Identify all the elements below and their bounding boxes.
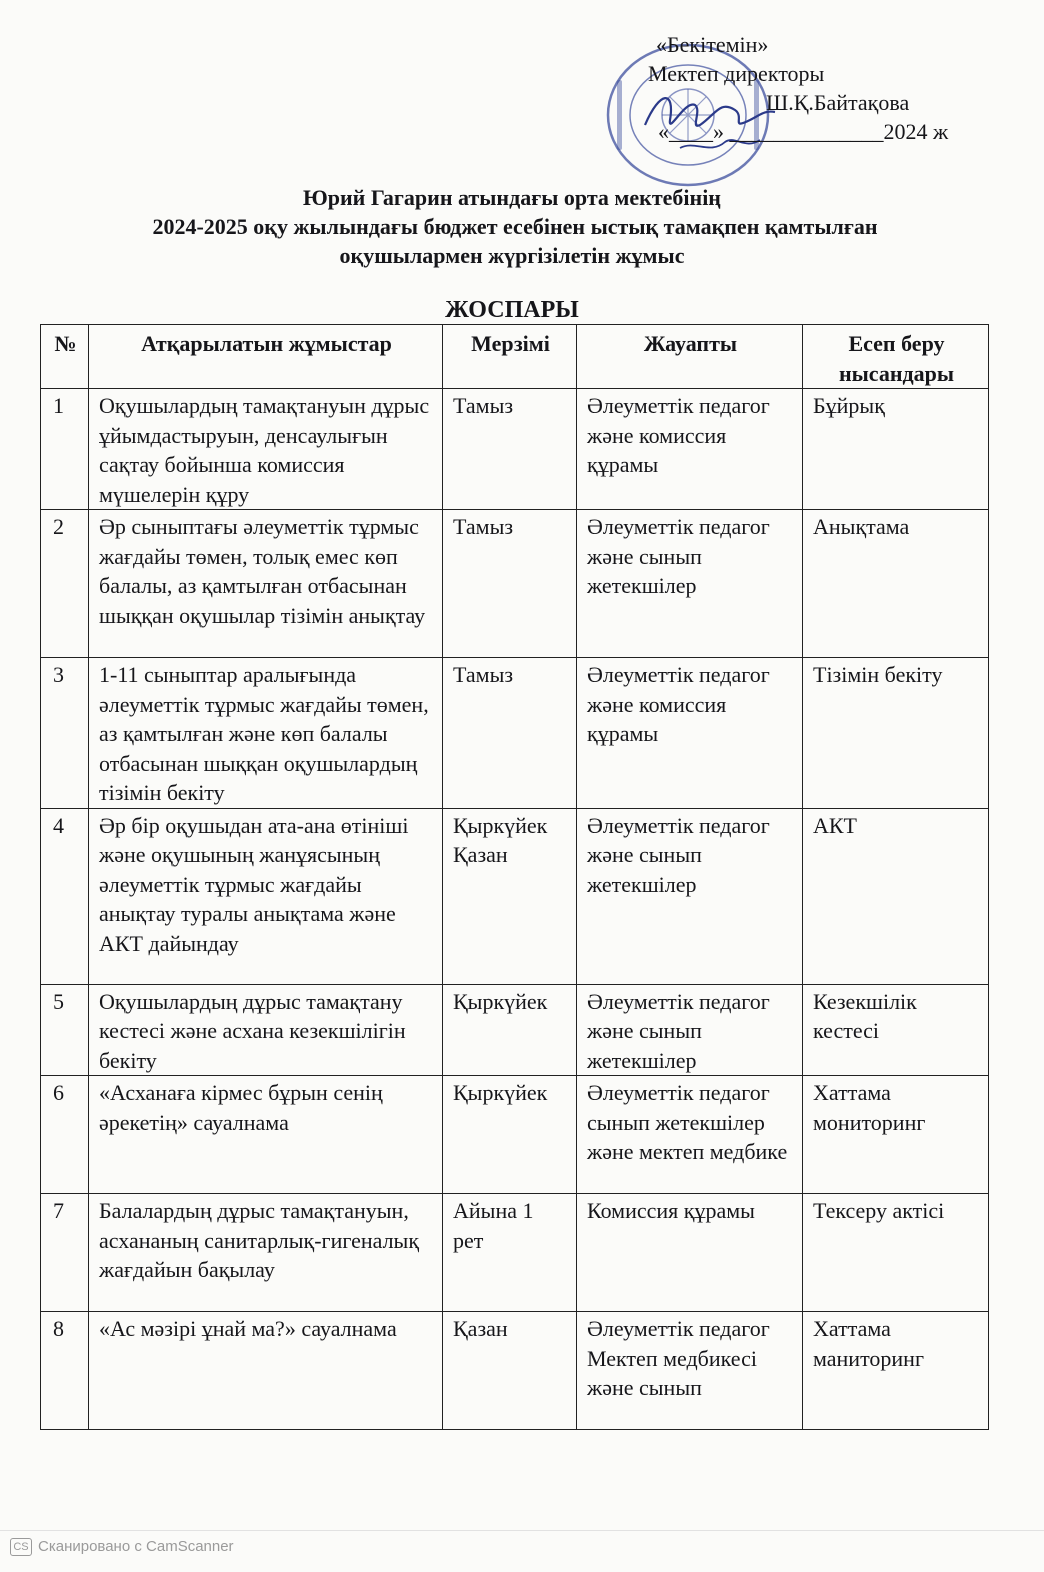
table-row: [41, 808, 989, 984]
row-deadline: Тамыз: [443, 510, 577, 658]
plan-heading: ЖОСПАРЫ: [445, 297, 579, 323]
row-report-form: Тізімін бекіту: [803, 658, 989, 809]
row-number: 4: [41, 808, 89, 984]
row-report-form: АКТ: [803, 808, 989, 984]
row-responsible: Әлеуметтік педагог Мектеп медбикесі және сынып: [577, 1312, 803, 1430]
row-deadline: Қыркүйек: [443, 1076, 577, 1194]
row-responsible: Әлеуметтік педагог сынып жетекшілер және мектеп медбике: [577, 1076, 803, 1194]
approval-block: [648, 30, 948, 146]
row-report-form: Хаттама маниторинг: [803, 1312, 989, 1430]
row-task: Балалардың дұрыс тамақтануын, асхананың санитарлық-гигеналық жағдайын бақылау: [89, 1194, 443, 1312]
header-responsible: Жауапты: [577, 325, 803, 389]
row-report-form: Бұйрық: [803, 389, 989, 510]
approval-heading: «Бекітемін»: [656, 32, 769, 57]
row-number: 3: [41, 658, 89, 809]
row-deadline: Қыркүйек: [443, 984, 577, 1076]
row-responsible: Комиссия құрамы: [577, 1194, 803, 1312]
row-report-form: Кезекшілік кестесі: [803, 984, 989, 1076]
row-task: Оқушылардың тамақтануын дұрыс ұйымдастыруын, денсаулығын сақтау бойынша комиссия мүшелерін құру: [89, 389, 443, 510]
table-row: [41, 1194, 989, 1312]
row-number: 7: [41, 1194, 89, 1312]
row-task: Әр сыныптағы әлеуметтік тұрмыс жағдайы төмен, толық емес көп балалы, аз қамтылған отбасынан шыққан оқушылар тізімін анықтау: [89, 510, 443, 658]
row-responsible: Әлеуметтік педагог және комиссия құрамы: [577, 658, 803, 809]
row-number: 1: [41, 389, 89, 510]
row-number: 5: [41, 984, 89, 1076]
title-line-3: оқушылармен жүргізілетін жұмыс: [339, 243, 685, 268]
approval-date: «____» ______________2024 ж: [658, 119, 949, 144]
table-header-row: [41, 325, 989, 389]
row-task: «Асханаға кірмес бұрын сенің әрекетің» сауалнама: [89, 1076, 443, 1194]
camscanner-icon: CS: [10, 1538, 32, 1556]
scanner-watermark: [0, 1538, 234, 1556]
row-number: 2: [41, 510, 89, 658]
title-line-2: 2024-2025 оқу жылындағы бюджет есебінен ыстық тамақпен қамтылған: [152, 214, 878, 239]
header-task: Атқарылатын жұмыстар: [89, 325, 443, 389]
plan-table: [40, 324, 989, 1430]
approval-position: Мектеп директоры: [648, 61, 825, 86]
table-row: [41, 389, 989, 510]
row-deadline: Тамыз: [443, 389, 577, 510]
row-deadline: Қазан: [443, 1312, 577, 1430]
approval-director-name: Ш.Қ.Байтақова: [766, 90, 910, 115]
footer-divider: [0, 1530, 1044, 1531]
table-row: [41, 984, 989, 1076]
row-deadline: Тамыз: [443, 658, 577, 809]
row-task: Әр бір оқушыдан ата-ана өтініші және оқушының жанұясының әлеуметтік тұрмыс жағдайы анықтау туралы анықтама және АКТ дайындау: [89, 808, 443, 984]
row-responsible: Әлеуметтік педагог және сынып жетекшілер: [577, 984, 803, 1076]
row-report-form: Тексеру актісі: [803, 1194, 989, 1312]
table-row: [41, 658, 989, 809]
row-responsible: Әлеуметтік педагог және сынып жетекшілер: [577, 808, 803, 984]
row-number: 6: [41, 1076, 89, 1194]
row-deadline: Қыркүйек Қазан: [443, 808, 577, 984]
row-responsible: Әлеуметтік педагог және сынып жетекшілер: [577, 510, 803, 658]
row-task: 1-11 сыныптар аралығында әлеуметтік тұрмыс жағдайы төмен, аз қамтылған және көп балалы отбасынан шыққан оқушылардың тізімін бекіту: [89, 658, 443, 809]
header-deadline: Мерзімі: [443, 325, 577, 389]
table-row: [41, 510, 989, 658]
row-report-form: Хаттама мониторинг: [803, 1076, 989, 1194]
title-line-1: Юрий Гагарин атындағы орта мектебінің: [303, 185, 721, 210]
table-row: [41, 1312, 989, 1430]
table-row: [41, 1076, 989, 1194]
row-report-form: Анықтама: [803, 510, 989, 658]
row-task: Оқушылардың дұрыс тамақтану кестесі және асхана кезекшілігін бекіту: [89, 984, 443, 1076]
header-report-form: Есеп беру нысандары: [803, 325, 989, 389]
watermark-text: Сканировано с CamScanner: [38, 1538, 234, 1555]
row-task: «Ас мәзірі ұнай ма?» сауалнама: [89, 1312, 443, 1430]
row-responsible: Әлеуметтік педагог және комиссия құрамы: [577, 389, 803, 510]
row-deadline: Айына 1 рет: [443, 1194, 577, 1312]
header-number: №: [41, 325, 89, 389]
row-number: 8: [41, 1312, 89, 1430]
